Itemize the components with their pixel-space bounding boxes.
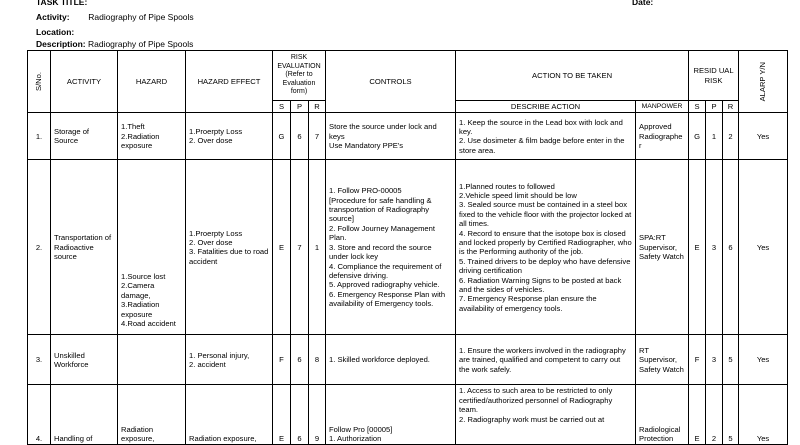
risk-s-cell: G	[273, 113, 291, 160]
controls-cell: Follow Pro [00005] 1. Authorization	[326, 385, 456, 445]
alarp-cell: Yes	[739, 113, 788, 160]
table-row	[28, 113, 788, 160]
residual-p-cell: 3	[706, 160, 723, 335]
description-line	[36, 39, 193, 49]
alarp-cell: Yes	[739, 160, 788, 335]
hazard-cell	[118, 335, 186, 385]
risk-s-cell: E	[273, 385, 291, 445]
table-row	[28, 335, 788, 385]
alarp-cell: Yes	[739, 385, 788, 445]
residual-s-cell: E	[689, 160, 706, 335]
subheader-r: R	[309, 101, 326, 113]
risk-assessment-table	[27, 50, 788, 445]
subheader-s: S	[273, 101, 291, 113]
subheader-residual-p: P	[706, 101, 723, 113]
activity-label: Activity:	[36, 12, 70, 22]
activity-cell: Storage of Source	[51, 113, 118, 160]
activity-cell: Unskilled Workforce	[51, 335, 118, 385]
subheader-residual-s: S	[689, 101, 706, 113]
action-cell: 1. Keep the source in the Lead box with lock and key. 2. Use dosimeter & film badge before enter in the store area.	[456, 113, 636, 160]
activity-cell: Transportation of Radioactive source	[51, 160, 118, 335]
date-label: Date:	[632, 0, 654, 7]
column-header-risk-evaluation: RISK EVALUATION (Refer to Evaluation form)	[273, 51, 326, 101]
hazard-effect-cell: Radiation exposure,	[186, 385, 273, 445]
action-cell: 1. Access to such area to be restricted to only certified/authorized personnel of Radiography team. 2. Radiography work must be carried out at	[456, 385, 636, 445]
column-header-hazard: HAZARD	[118, 51, 186, 113]
risk-r-cell: 9	[309, 385, 326, 445]
alarp-cell: Yes	[739, 335, 788, 385]
risk-p-cell: 6	[291, 113, 309, 160]
residual-r-cell: 5	[723, 385, 739, 445]
risk-p-cell: 7	[291, 160, 309, 335]
column-header-sno: S/No.	[28, 51, 51, 113]
subheader-residual-r: R	[723, 101, 739, 113]
manpower-cell: Radiological Protection	[636, 385, 689, 445]
subheader-manpower: MANPOWER	[636, 101, 689, 113]
column-header-action: ACTION TO BE TAKEN	[456, 51, 689, 101]
risk-p-cell: 6	[291, 335, 309, 385]
hazard-cell: 1.Theft 2.Radiation exposure	[118, 113, 186, 160]
description-label: Description:	[36, 39, 86, 49]
residual-s-cell: E	[689, 385, 706, 445]
residual-s-cell: F	[689, 335, 706, 385]
description-value: Radiography of Pipe Spools	[87, 39, 194, 49]
risk-p-cell: 6	[291, 385, 309, 445]
hazard-cell: Radiation exposure,	[118, 385, 186, 445]
risk-s-cell: F	[273, 335, 291, 385]
manpower-cell: Approved Radiographe r	[636, 113, 689, 160]
column-header-controls: CONTROLS	[326, 51, 456, 113]
risk-r-cell: 1	[309, 160, 326, 335]
action-cell: 1. Ensure the workers involved in the radiography are trained, qualified and competent to carry out the work safely.	[456, 335, 636, 385]
column-header-activity: ACTIVITY	[51, 51, 118, 113]
hazard-effect-cell: 1.Proerpty Loss 2. Over dose 3. Fatalities due to road accident	[186, 160, 273, 335]
subheader-p: P	[291, 101, 309, 113]
controls-cell: 1. Follow PRO-00005 [Procedure for safe handling & transportation of Radiography source] 2. Follow Journey Management Plan. 3. Store and record the source under lock key 4. Compliance the requirement of defensive driving. 5. Approved radiography vehicle. 6. Emergency Response Plan with availability of Emergency tools.	[326, 160, 456, 335]
controls-cell: Store the source under lock and keys Use Mandatory PPE's	[326, 113, 456, 160]
hazard-effect-cell: 1.Proerpty Loss 2. Over dose	[186, 113, 273, 160]
row-number: 3.	[28, 335, 51, 385]
header-row	[28, 51, 788, 101]
activity-line	[36, 12, 194, 22]
column-header-hazard-effect: HAZARD EFFECT	[186, 51, 273, 113]
residual-r-cell: 2	[723, 113, 739, 160]
residual-s-cell: G	[689, 113, 706, 160]
action-cell: 1.Planned routes to followed 2.Vehicle speed limit should be low 3. Sealed source must be contained in a steel box fixed to the vehicle floor with the projector locked at all times. 4. Record to ensure that the isotope box is closed and locked properly by Certified Radiographer, who is the Performing authority of the job. 5. Trained drivers to be deploy who have defensive driving certification 6. Radiation Warning Signs to be posted at back and the sides of vehicles. 7. Emergency Response plan ensure the availability of emergency tools.	[456, 160, 636, 335]
column-header-residual-risk: RESID UAL RISK	[689, 51, 739, 101]
residual-p-cell: 3	[706, 335, 723, 385]
residual-p-cell: 2	[706, 385, 723, 445]
activity-value: Radiography of Pipe Spools	[88, 12, 194, 22]
row-number: 4.	[28, 385, 51, 445]
hazard-cell: 1.Source lost 2.Camera damage, 3.Radiation exposure 4.Road accident	[118, 160, 186, 335]
activity-cell: Handling of	[51, 385, 118, 445]
hazard-effect-cell: 1. Personal injury, 2. accident	[186, 335, 273, 385]
manpower-cell: RT Supervisor, Safety Watch	[636, 335, 689, 385]
row-number: 1.	[28, 113, 51, 160]
residual-p-cell: 1	[706, 113, 723, 160]
risk-s-cell: E	[273, 160, 291, 335]
task-title-label: TASK TITLE:	[36, 0, 88, 7]
controls-cell: 1. Skilled workforce deployed.	[326, 335, 456, 385]
risk-r-cell: 7	[309, 113, 326, 160]
column-header-alarp: ALARP Y/N	[739, 51, 788, 113]
manpower-cell: SPA:RT Supervisor, Safety Watch	[636, 160, 689, 335]
residual-r-cell: 6	[723, 160, 739, 335]
row-number: 2.	[28, 160, 51, 335]
risk-r-cell: 8	[309, 335, 326, 385]
table-row	[28, 385, 788, 445]
subheader-describe-action: DESCRIBE ACTION	[456, 101, 636, 113]
residual-r-cell: 5	[723, 335, 739, 385]
table-row	[28, 160, 788, 335]
location-label: Location:	[36, 27, 75, 37]
